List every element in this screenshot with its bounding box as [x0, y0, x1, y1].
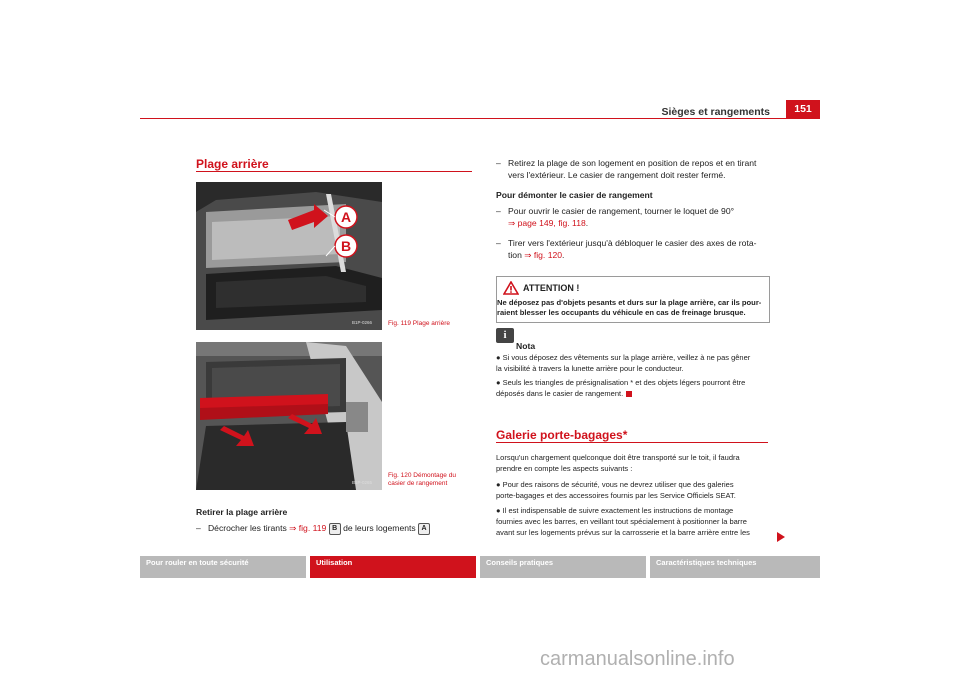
footer-tab-utilisation[interactable]: Utilisation	[310, 556, 476, 578]
galerie-intro	[496, 452, 786, 474]
subheading-retirer: Retirer la plage arrière	[196, 507, 288, 517]
step-dash: –	[196, 523, 201, 533]
bullet-dot: ●	[496, 378, 501, 387]
galerie-intro-line1: Lorsqu'un chargement quelconque doit être transporté sur le toit, il faudra	[496, 453, 740, 462]
end-of-section-mark	[626, 391, 632, 397]
figure-120-caption-line2: casier de rangement	[388, 480, 448, 487]
footer-tab-securite[interactable]: Pour rouler en toute sécurité	[140, 556, 306, 578]
galerie-intro-line2: prendre en compte les aspects suivants :	[496, 464, 633, 473]
section-rule-2	[496, 442, 768, 443]
step-tirer-line2: tion	[508, 250, 525, 260]
figure-119-illustration	[196, 182, 382, 330]
header-rule	[140, 118, 820, 119]
footer-tab-conseils[interactable]: Conseils pratiques	[480, 556, 646, 578]
running-header-title: Sièges et rangements	[661, 106, 770, 118]
callout-b-label: B	[340, 238, 352, 254]
section-title-plage-arriere: Plage arrière	[196, 157, 269, 171]
figure-120-caption-line1: Fig. 120 Démontage du	[388, 472, 456, 479]
step-decrocher	[196, 522, 476, 535]
step-retirez-line1: Retirez la plage de son logement en position de repos et en tirant	[508, 158, 757, 168]
warning-title: ATTENTION !	[523, 283, 580, 293]
badge-b: B	[329, 523, 341, 535]
link-fig-119[interactable]: ⇒ fig. 119	[289, 523, 327, 533]
subheading-demonter: Pour démonter le casier de rangement	[496, 190, 653, 200]
section-title-galerie: Galerie porte-bagages*	[496, 428, 628, 442]
figure-120-image	[196, 342, 382, 490]
galerie-bullet-1	[496, 479, 786, 501]
note-icon: i	[496, 328, 514, 343]
note-bullet-1	[496, 352, 786, 374]
galerie-bullet-2	[496, 505, 786, 538]
note-b2-line2: déposés dans le casier de rangement.	[496, 389, 624, 398]
warning-triangle-icon	[503, 281, 519, 295]
step-tirer-line1: Tirer vers l'extérieur jusqu'à débloquer le casier des axes de rota-	[508, 238, 757, 248]
step-retirez-line2: vers l'extérieur. Le casier de rangement doit rester fermé.	[508, 170, 726, 180]
figure-119-image	[196, 182, 382, 330]
section-rule	[196, 171, 472, 172]
bullet-dot: ●	[496, 480, 501, 489]
bullet-dot: ●	[496, 353, 501, 362]
link-fig-120[interactable]: ⇒ fig. 120	[524, 250, 563, 260]
galerie-b4-line1: Il est indispensable de suivre exactement les instructions de montage	[502, 506, 734, 515]
note-b1-line2: la visibilité à travers la lunette arrière pour le conducteur.	[496, 364, 684, 373]
galerie-b3-line1: Pour des raisons de sécurité, vous ne devrez utiliser que des galeries	[502, 480, 734, 489]
note-bullet-2	[496, 377, 786, 399]
step-retirez: – Retirez la plage de son logement en position de repos et en tirant vers l'extérieur. Le casier de rangement doit rester fermé.	[496, 158, 757, 180]
step-ouvrir-line1: Pour ouvrir le casier de rangement, tourner le loquet de 90°	[508, 206, 735, 216]
footer-tab-caracteristiques[interactable]: Caractéristiques techniques	[650, 556, 820, 578]
bullet-dot: ●	[496, 506, 501, 515]
page-number: 151	[786, 100, 820, 118]
note-b1-line1: Si vous déposez des vêtements sur la plage arrière, veillez à ne pas gêner	[502, 353, 751, 362]
figure-119-code: B1P-0266	[352, 320, 373, 325]
figure-120-illustration	[196, 342, 382, 490]
figure-119-caption: Fig. 119 Plage arrière	[388, 320, 451, 327]
step-tirer: – Tirer vers l'extérieur jusqu'à débloquer le casier des axes de rota- tion ⇒ fig. 120.	[496, 238, 757, 260]
badge-a: A	[418, 523, 430, 535]
note-title: Nota	[516, 341, 536, 351]
warning-box	[496, 276, 770, 323]
figure-120-code: B1P-0265	[352, 480, 373, 485]
galerie-b4-line3: avant sur les logements prévus sur la carrosserie et la barre arrière entre les	[496, 528, 750, 537]
link-page-149[interactable]: ⇒ page 149, fig. 118	[508, 218, 586, 228]
galerie-b4-line2: fournies avec les barres, en veillant tout spécialement à positionner la barre	[496, 517, 747, 526]
galerie-b3-line2: porte-bagages et des accessoires fournis par les Service Officiels SEAT.	[496, 491, 736, 500]
continue-arrow-icon[interactable]	[777, 532, 785, 542]
step-decrocher-text-b: de leurs logements	[343, 523, 419, 533]
watermark: carmanualsonline.info	[540, 648, 735, 670]
warning-line1: Ne déposez pas d'objets pesants et durs sur la plage arrière, car ils pour-	[497, 298, 762, 307]
warning-line2: raient blesser les occupants du véhicule en cas de freinage brusque.	[497, 308, 746, 317]
note-b2-line1: Seuls les triangles de présignalisation * et des objets légers pourront être	[502, 378, 746, 387]
step-ouvrir: – Pour ouvrir le casier de rangement, tourner le loquet de 90° ⇒ page 149, fig. 118.	[496, 206, 735, 228]
callout-a-label: A	[340, 209, 352, 225]
step-decrocher-text-a: Décrocher les tirants	[207, 523, 290, 533]
